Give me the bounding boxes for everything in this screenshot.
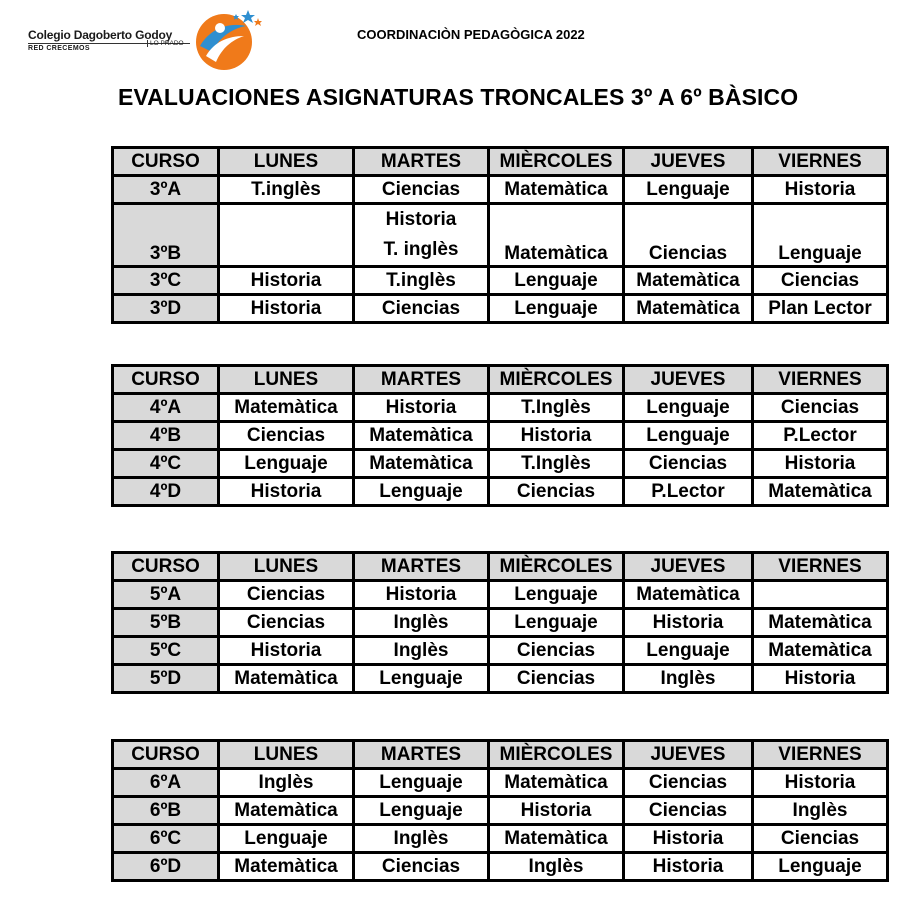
subject-cell: Matemàtica bbox=[624, 295, 753, 323]
subject-cell: T.Inglès bbox=[489, 394, 624, 422]
subject-cell: Matemàtica bbox=[219, 853, 354, 881]
subject-cell: Lenguaje bbox=[354, 797, 489, 825]
header-miercoles: MIÈRCOLES bbox=[489, 148, 624, 176]
subject-cell: Lenguaje bbox=[489, 295, 624, 323]
schedule-table-grade-3 bbox=[111, 146, 889, 324]
subject-cell: Ciencias bbox=[219, 422, 354, 450]
course-cell: 3ºD bbox=[113, 295, 219, 323]
subject-cell: Matemàtica bbox=[489, 204, 624, 267]
subject-cell: Ciencias bbox=[624, 450, 753, 478]
table-row bbox=[113, 295, 888, 323]
subject-cell: Historia bbox=[624, 825, 753, 853]
table-row bbox=[113, 267, 888, 295]
header-viernes: VIERNES bbox=[753, 553, 888, 581]
subject-line: T. inglès bbox=[383, 239, 459, 260]
subject-cell: Historia bbox=[219, 267, 354, 295]
header-martes: MARTES bbox=[354, 366, 489, 394]
table-row bbox=[113, 394, 888, 422]
subject-cell: Lenguaje bbox=[624, 637, 753, 665]
table-header-row bbox=[113, 553, 888, 581]
course-cell: 3ºB bbox=[113, 204, 219, 267]
subject-cell: Matemàtica bbox=[219, 394, 354, 422]
subject-cell: Historia bbox=[489, 422, 624, 450]
table-row bbox=[113, 204, 888, 267]
subject-cell: P.Lector bbox=[624, 478, 753, 506]
header-jueves: JUEVES bbox=[624, 148, 753, 176]
subject-cell: Matemàtica bbox=[354, 450, 489, 478]
subject-cell: T.inglès bbox=[354, 267, 489, 295]
course-cell: 5ºC bbox=[113, 637, 219, 665]
table-row bbox=[113, 825, 888, 853]
header-lunes: LUNES bbox=[219, 741, 354, 769]
subject-cell: Lenguaje bbox=[489, 609, 624, 637]
course-cell: 6ºB bbox=[113, 797, 219, 825]
header-martes: MARTES bbox=[354, 148, 489, 176]
subject-cell: Historia bbox=[753, 665, 888, 693]
table-header-row bbox=[113, 741, 888, 769]
subject-cell bbox=[219, 204, 354, 267]
course-cell: 5ºB bbox=[113, 609, 219, 637]
header-lunes: LUNES bbox=[219, 148, 354, 176]
subject-cell: Historia bbox=[354, 394, 489, 422]
subject-cell: Lenguaje bbox=[219, 825, 354, 853]
subject-cell: Lenguaje bbox=[624, 422, 753, 450]
subject-cell: P.Lector bbox=[753, 422, 888, 450]
subject-cell-stacked bbox=[354, 204, 489, 267]
header-viernes: VIERNES bbox=[753, 366, 888, 394]
logo-emblem-icon bbox=[190, 6, 264, 72]
header-jueves: JUEVES bbox=[624, 553, 753, 581]
subject-cell: Ciencias bbox=[753, 825, 888, 853]
course-cell: 5ºA bbox=[113, 581, 219, 609]
course-cell: 6ºC bbox=[113, 825, 219, 853]
subject-cell: Inglès bbox=[489, 853, 624, 881]
header-curso: CURSO bbox=[113, 741, 219, 769]
subject-cell: T.Inglès bbox=[489, 450, 624, 478]
table-header-row bbox=[113, 366, 888, 394]
subject-cell: T.inglès bbox=[219, 176, 354, 204]
subject-cell: Matemàtica bbox=[219, 665, 354, 693]
subject-cell: Lenguaje bbox=[624, 176, 753, 204]
header-miercoles: MIÈRCOLES bbox=[489, 366, 624, 394]
subject-cell: Matemàtica bbox=[489, 769, 624, 797]
table-row bbox=[113, 609, 888, 637]
subject-cell: Lenguaje bbox=[354, 478, 489, 506]
course-cell: 6ºD bbox=[113, 853, 219, 881]
schedule-table-grade-5 bbox=[111, 551, 889, 694]
header-curso: CURSO bbox=[113, 366, 219, 394]
subject-cell: Lenguaje bbox=[624, 394, 753, 422]
table-row bbox=[113, 665, 888, 693]
subject-cell: Matemàtica bbox=[753, 637, 888, 665]
subject-cell: Matemàtica bbox=[753, 609, 888, 637]
table-row bbox=[113, 637, 888, 665]
header-martes: MARTES bbox=[354, 553, 489, 581]
subject-cell: Lenguaje bbox=[354, 769, 489, 797]
subject-cell: Lenguaje bbox=[354, 665, 489, 693]
header-viernes: VIERNES bbox=[753, 148, 888, 176]
subject-cell: Ciencias bbox=[354, 295, 489, 323]
subject-cell: Matemàtica bbox=[489, 825, 624, 853]
coordination-heading: COORDINACIÒN PEDAGÒGICA 2022 bbox=[357, 27, 585, 42]
table-row bbox=[113, 769, 888, 797]
subject-cell: Ciencias bbox=[354, 176, 489, 204]
schedule-table-grade-6 bbox=[111, 739, 889, 882]
course-cell: 4ºD bbox=[113, 478, 219, 506]
subject-cell: Historia bbox=[753, 450, 888, 478]
subject-cell: Inglès bbox=[354, 825, 489, 853]
subject-cell: Inglès bbox=[354, 609, 489, 637]
subject-cell: Historia bbox=[753, 176, 888, 204]
course-cell: 3ºA bbox=[113, 176, 219, 204]
subject-cell: Matemàtica bbox=[219, 797, 354, 825]
header-miercoles: MIÈRCOLES bbox=[489, 741, 624, 769]
subject-cell: Historia bbox=[753, 769, 888, 797]
subject-cell: Historia bbox=[624, 609, 753, 637]
table-row bbox=[113, 853, 888, 881]
subject-cell: Ciencias bbox=[489, 637, 624, 665]
subject-cell: Plan Lector bbox=[753, 295, 888, 323]
school-logo bbox=[24, 6, 274, 72]
table-row bbox=[113, 581, 888, 609]
subject-cell: Matemàtica bbox=[624, 267, 753, 295]
course-cell: 4ºB bbox=[113, 422, 219, 450]
subject-cell: Ciencias bbox=[489, 478, 624, 506]
subject-cell: Inglès bbox=[354, 637, 489, 665]
subject-cell: Ciencias bbox=[489, 665, 624, 693]
subject-cell: Historia bbox=[354, 581, 489, 609]
subject-cell: Lenguaje bbox=[489, 267, 624, 295]
header-jueves: JUEVES bbox=[624, 741, 753, 769]
table-row bbox=[113, 478, 888, 506]
subject-cell: Inglès bbox=[624, 665, 753, 693]
schedule-table-grade-4 bbox=[111, 364, 889, 507]
subject-line: Historia bbox=[385, 209, 457, 230]
subject-cell: Ciencias bbox=[219, 609, 354, 637]
subject-cell: Ciencias bbox=[753, 394, 888, 422]
subject-cell: Matemàtica bbox=[624, 581, 753, 609]
subject-cell: Historia bbox=[219, 295, 354, 323]
table-row bbox=[113, 422, 888, 450]
table-row bbox=[113, 797, 888, 825]
subject-cell bbox=[753, 581, 888, 609]
header-martes: MARTES bbox=[354, 741, 489, 769]
course-cell: 3ºC bbox=[113, 267, 219, 295]
subject-cell: Matemàtica bbox=[489, 176, 624, 204]
logo-tagline: RED CRECEMOS bbox=[28, 45, 90, 52]
table-row bbox=[113, 176, 888, 204]
subject-cell: Lenguaje bbox=[489, 581, 624, 609]
subject-cell: Inglès bbox=[219, 769, 354, 797]
table-row bbox=[113, 450, 888, 478]
page-title: EVALUACIONES ASIGNATURAS TRONCALES 3º A 6º BÀSICO bbox=[118, 84, 799, 110]
header-curso: CURSO bbox=[113, 148, 219, 176]
header-curso: CURSO bbox=[113, 553, 219, 581]
subject-cell: Lenguaje bbox=[753, 204, 888, 267]
course-cell: 4ºA bbox=[113, 394, 219, 422]
header-jueves: JUEVES bbox=[624, 366, 753, 394]
header-miercoles: MIÈRCOLES bbox=[489, 553, 624, 581]
table-header-row bbox=[113, 148, 888, 176]
subject-cell: Ciencias bbox=[354, 853, 489, 881]
header-lunes: LUNES bbox=[219, 366, 354, 394]
header-viernes: VIERNES bbox=[753, 741, 888, 769]
subject-cell: Ciencias bbox=[624, 797, 753, 825]
subject-cell: Matemàtica bbox=[354, 422, 489, 450]
subject-cell: Historia bbox=[219, 478, 354, 506]
subject-cell: Ciencias bbox=[753, 267, 888, 295]
subject-cell: Ciencias bbox=[219, 581, 354, 609]
subject-cell: Historia bbox=[624, 853, 753, 881]
course-cell: 5ºD bbox=[113, 665, 219, 693]
subject-cell: Lenguaje bbox=[219, 450, 354, 478]
header-lunes: LUNES bbox=[219, 553, 354, 581]
subject-cell: Inglès bbox=[753, 797, 888, 825]
subject-cell: Ciencias bbox=[624, 769, 753, 797]
subject-cell: Lenguaje bbox=[753, 853, 888, 881]
logo-school-name: Colegio Dagoberto Godoy bbox=[28, 28, 173, 42]
subject-cell: Historia bbox=[219, 637, 354, 665]
course-cell: 6ºA bbox=[113, 769, 219, 797]
subject-cell: Historia bbox=[489, 797, 624, 825]
logo-location: LO PRADO bbox=[147, 40, 184, 47]
course-cell: 4ºC bbox=[113, 450, 219, 478]
subject-cell: Matemàtica bbox=[753, 478, 888, 506]
subject-cell: Ciencias bbox=[624, 204, 753, 267]
